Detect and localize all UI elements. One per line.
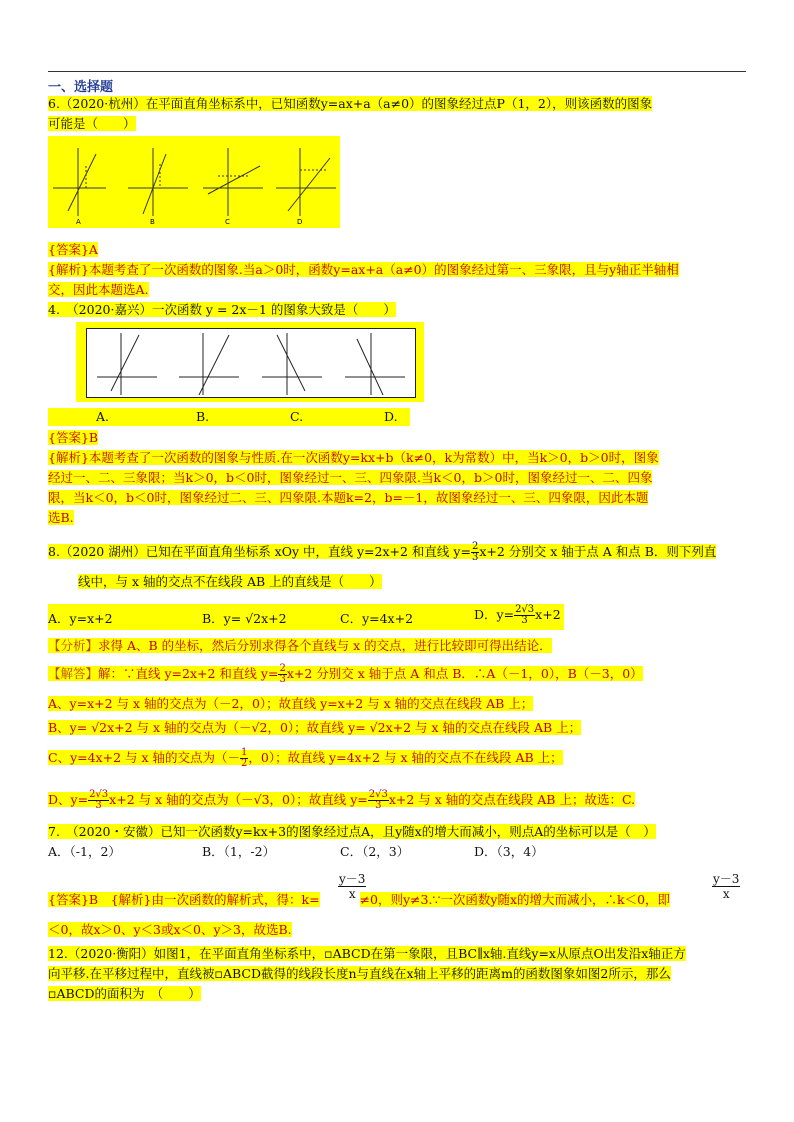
q7-fraction-2: $\frac{y-3}{x}$ <box>713 872 740 901</box>
q4-option-d: D. <box>384 409 398 424</box>
q8-jieda: 【解答】解：∵直线 y=2x+2 和直线 y= $\frac{2}{3}$ x+2 分别交 x 轴于点 A 和点 B．∴A（－1，0），B（－3，0） <box>48 663 643 685</box>
q6-graph-c <box>203 148 263 216</box>
q4-question: 4. （2020·嘉兴）一次函数 y = 2x－1 的图象大致是（ ） <box>48 302 396 317</box>
q4-graph-b <box>179 333 239 395</box>
q6-question-line1: 6.（2020·杭州）在平面直角坐标系中，已知函数y=ax+a（a≠0）的图象经过点P（1，2），则该函数的图象 <box>48 96 653 111</box>
q6-graph-a <box>53 148 106 216</box>
q4-options-row <box>48 408 410 426</box>
q4-option-a: A. <box>96 409 110 424</box>
q4-graph-a <box>97 333 157 395</box>
q8-option-a: A．y=x+2 <box>48 611 113 626</box>
q6-graph-d <box>276 148 336 216</box>
q6-figure-strip <box>48 136 340 228</box>
q4-graph-d <box>345 333 405 395</box>
q6-label-c: C <box>225 218 230 226</box>
q12-question-line1: 12.（2020·衡阳）如图1，在平面直角坐标系中，▫ABCD在第一象限，且BC∥x轴.直线y=x从原点O出发沿x轴正方 <box>48 946 686 961</box>
q7-fraction-1: $\frac{y-3}{x}$ <box>339 872 366 901</box>
q7-option-a: A．（-1，2） <box>48 844 121 859</box>
q8-options-row <box>48 604 564 630</box>
q6-analysis-line2: 交，因此本题选A. <box>48 282 149 297</box>
top-rule <box>48 71 746 72</box>
q6-label-b: B <box>150 218 155 226</box>
q4-answer: {答案}B <box>48 430 99 445</box>
q6-graph-b <box>128 148 188 216</box>
q6-label-d: D <box>297 218 303 226</box>
q12-question-line2: 向平移.在平移过程中，直线被▫ABCD截得的线段长度n与直线在x轴上平移的距离m的函数图象如图2所示，那么 <box>48 966 671 981</box>
q8-question-line2: 线中，与 x 轴的交点不在线段 AB 上的直线是（ ） <box>78 574 382 589</box>
q8-fraction: $\frac{2}{3}$ <box>471 541 479 563</box>
q8-option-d: D．y= $\frac{2√3}{3}$ x+2 <box>474 604 561 626</box>
q4-analysis-line3: 限，当k＜0，b＜0时，图象经过二、三、四象限.本题k=2，b=－1，故图象经过一、三、四象限，因此本题 <box>48 490 649 505</box>
q4-analysis-line4: 选B. <box>48 510 74 525</box>
q8-question-line1: 8.（2020 湖州）已知在平面直角坐标系 xOy 中，直线 y=2x+2 和直线 y= $\frac{2}{3}$ x+2 分别交 x 轴于点 A 和点 B．则下列直 <box>48 541 717 563</box>
q8-fenxi: 【分析】求得 A、B 的坐标，然后分别求得各个直线与 x 的交点，进行比较即可得出结论． <box>48 638 552 653</box>
q6-question-line2: 可能是（ ） <box>48 116 136 131</box>
q8-line-a: A、y=x+2 与 x 轴的交点为（－2，0）；故直线 y=x+2 与 x 轴的交点在线段 AB 上； <box>48 696 534 711</box>
q7-options-row <box>48 844 608 860</box>
q7-answer-line1: {答案}B {解析}由一次函数的解析式，得：k= ≠0，则y≠3.∵一次函数y随x的增大而减小，∴k＜0，即 <box>48 892 671 907</box>
q4-option-b: B. <box>196 409 210 424</box>
q4-figure-strip <box>76 322 424 402</box>
q12-question-line3: ▫ABCD的面积为 （ ） <box>48 986 201 1001</box>
q4-graphs <box>87 329 415 397</box>
q4-graph-c <box>262 333 322 395</box>
section-title: 一、选择题 <box>48 80 114 95</box>
q7-question: 7. （2020・安徽）已知一次函数y=kx+3的图象经过点A，且y随x的增大而减小，则点A的坐标可以是（ ） <box>48 824 656 839</box>
q7-option-d: D．（3，4） <box>474 844 544 859</box>
q7-answer-line2: ＜0，故x＞0、y＜3或x＜0、y＞3，故选B. <box>48 922 292 937</box>
q7-option-c: C．（2，3） <box>340 844 410 859</box>
q4-option-c: C. <box>290 409 304 424</box>
q8-option-c: C．y=4x+2 <box>340 611 414 626</box>
q4-figure-frame <box>86 328 416 398</box>
q6-analysis-line1: {解析}本题考查了一次函数的图象.当a＞0时，函数y=ax+a（a≠0）的图象经过第一、三象限，且与y轴正半轴相 <box>48 262 679 277</box>
q6-answer: {答案}A <box>48 242 98 257</box>
q8-line-b: B、y= √2x+2 与 x 轴的交点为（－√2，0）；故直线 y= √2x+2 与 x 轴的交点在线段 AB 上； <box>48 720 582 735</box>
q8-line-c: C、y=4x+2 与 x 轴的交点为（－ $\frac{1}{2}$ ，0）；故直线 y=4x+2 与 x 轴的交点不在线段 AB 上； <box>48 747 563 769</box>
q6-label-a: A <box>76 218 81 226</box>
q4-analysis-line2: 经过一、二、三象限；当k＞0，b＜0时，图象经过一、三、四象限.当k＜0，b＞0时，图象经过一、二、四象 <box>48 470 653 485</box>
q4-analysis-line1: {解析}本题考查了一次函数的图象与性质.在一次函数y=kx+b（k≠0，k为常数）中，当k＞0，b＞0时，图象 <box>48 450 659 465</box>
q6-graphs <box>48 136 340 228</box>
q8-option-b: B．y= √2x+2 <box>202 611 287 626</box>
q8-line-d: D、y= $\frac{2√3}{3}$ x+2 与 x 轴的交点为（－√3，0）；故直线 y= $\frac{2√3}{3}$ x+2 与 x 轴的交点在线段 AB 上；故选：C. <box>48 789 636 811</box>
q7-option-b: B．（1，-2） <box>202 844 276 859</box>
